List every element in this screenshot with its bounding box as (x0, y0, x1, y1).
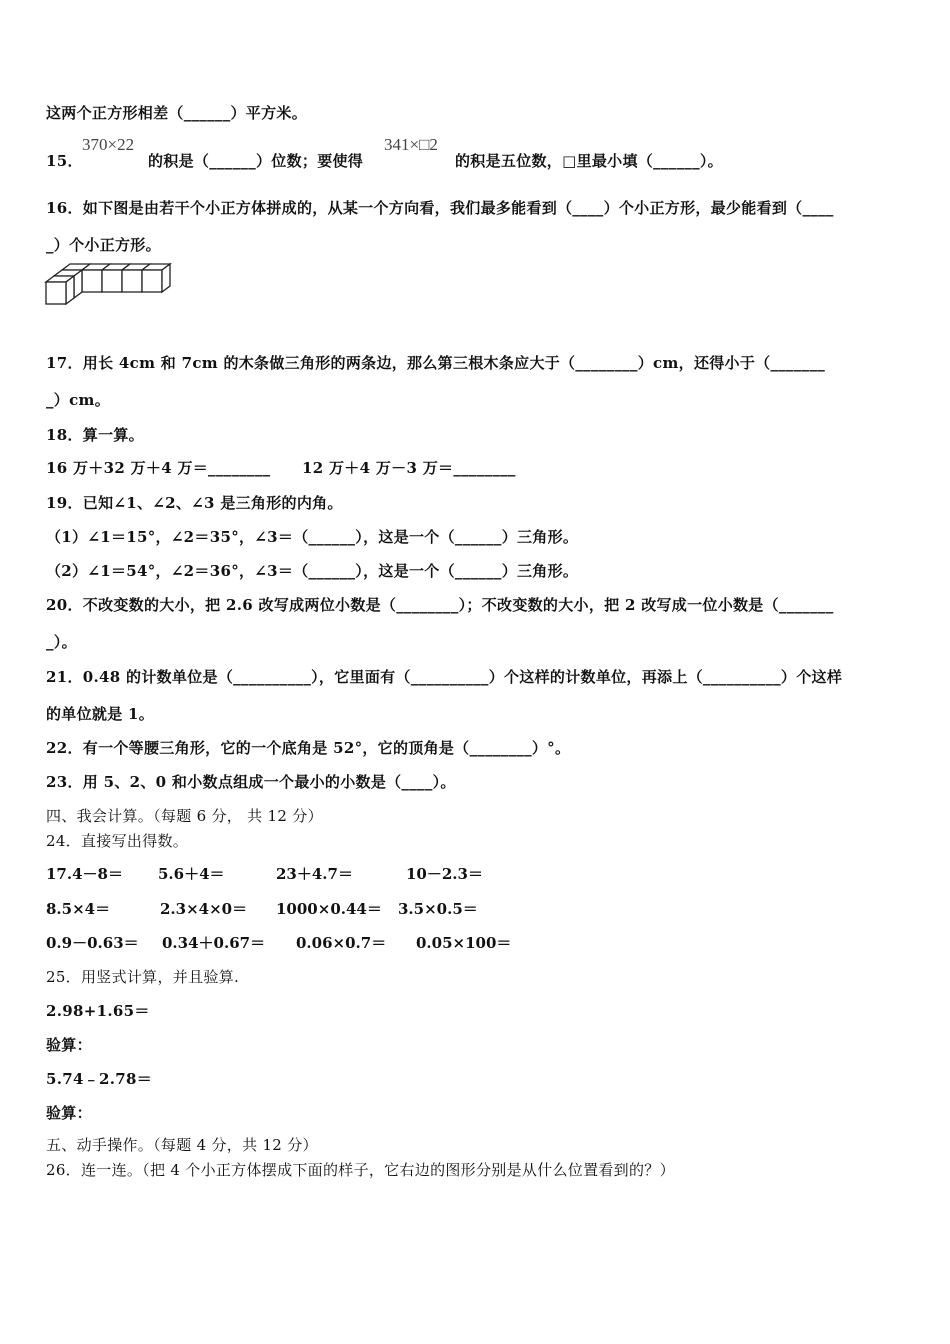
q18-title: 18．算一算。 (46, 426, 144, 444)
cube-front-face (122, 270, 142, 292)
q19-part-2: （2）∠1＝54°，∠2＝36°，∠3＝（______），这是一个（______）三角形。 (46, 562, 579, 580)
q21-line-2: 的单位就是 1。 (46, 705, 155, 723)
calc-cell: 5.6＋4＝ (158, 865, 225, 883)
q19-title: 19．已知∠1、∠2、∠3 是三角形的内角。 (46, 494, 343, 512)
q24-title: 24．直接写出得数。 (46, 832, 189, 850)
calc-cell: 17.4－8＝ (46, 865, 123, 883)
calc-cell: 0.06×0.7＝ (296, 934, 387, 952)
cube-front-face (142, 270, 162, 292)
q25-expression-2: 5.74﹣2.78＝ (46, 1070, 153, 1088)
q14-continuation: 这两个正方形相差（______）平方米。 (46, 104, 308, 122)
calc-cell: 0.05×100＝ (416, 934, 512, 952)
q25-check-2: 验算： (46, 1104, 92, 1122)
q25-expression-1: 2.98+1.65＝ (46, 1002, 150, 1020)
q20-line-1: 20．不改变数的大小，把 2.6 改写成两位小数是（________）；不改变数的大小，把 2 改写成一位小数是（_______ (46, 596, 834, 614)
q16-line-1: 16．如下图是由若干个小正方体拼成的，从某一个方向看，我们最多能看到（____）个小正方形，最少能看到（____ (46, 199, 834, 217)
calc-cell: 1000×0.44＝ (276, 900, 382, 918)
calc-cell: 2.3×4×0＝ (160, 900, 248, 918)
q21-line-1: 21．0.48 的计数单位是（__________），它里面有（__________）个这样的计数单位，再添上（__________）个这样 (46, 668, 843, 686)
section-5-heading: 五、动手操作。（每题 4 分，共 12 分） (46, 1136, 318, 1154)
q17-line-1: 17．用长 4cm 和 7cm 的木条做三角形的两条边，那么第三根木条应大于（________）cm，还得小于（_______ (46, 354, 826, 372)
calc-cell: 0.34＋0.67＝ (162, 934, 266, 952)
q18-expression-2: 12 万＋4 万－3 万＝________ (302, 459, 516, 477)
q17-line-2: _）cm。 (46, 391, 111, 409)
q22: 22．有一个等腰三角形，它的一个底角是 52°，它的顶角是（________）°。 (46, 739, 571, 757)
calc-cell: 0.9－0.63＝ (46, 934, 139, 952)
calc-cell: 8.5×4＝ (46, 900, 111, 918)
cube-front-face (46, 282, 66, 304)
q15-middle-text: 的积是（______）位数；要使得 (148, 152, 364, 170)
cube-front-face (102, 270, 122, 292)
calc-cell: 3.5×0.5＝ (398, 900, 478, 918)
q15-expression-2: 341×□2 (384, 135, 438, 154)
q19-part-1: （1）∠1＝15°，∠2＝35°，∠3＝（______），这是一个（______）三角形。 (46, 528, 579, 546)
section-4-heading: 四、我会计算。（每题 6 分， 共 12 分） (46, 807, 323, 825)
cube-front-face (82, 270, 102, 292)
calc-cell: 10－2.3＝ (406, 865, 483, 883)
q20-line-2: _）。 (46, 633, 77, 651)
q18-expression-1: 16 万＋32 万＋4 万＝________ (46, 459, 271, 477)
cube-arrangement-figure (44, 262, 174, 314)
q25-title: 25．用竖式计算，并且验算. (46, 968, 240, 986)
q26: 26．连一连。（把 4 个小正方体摆成下面的样子，它右边的图形分别是从什么位置看到的？） (46, 1161, 675, 1179)
q25-check-1: 验算： (46, 1036, 92, 1054)
q15-expression-1: 370×22 (82, 135, 135, 154)
q16-line-2: _）个小正方形。 (46, 236, 161, 254)
calc-cell: 23＋4.7＝ (276, 865, 353, 883)
q15-number: 15． (46, 152, 83, 170)
q15-end-text: 的积是五位数，□里最小填（______）。 (455, 152, 723, 170)
q23: 23．用 5、2、0 和小数点组成一个最小的小数是（____）。 (46, 773, 456, 791)
